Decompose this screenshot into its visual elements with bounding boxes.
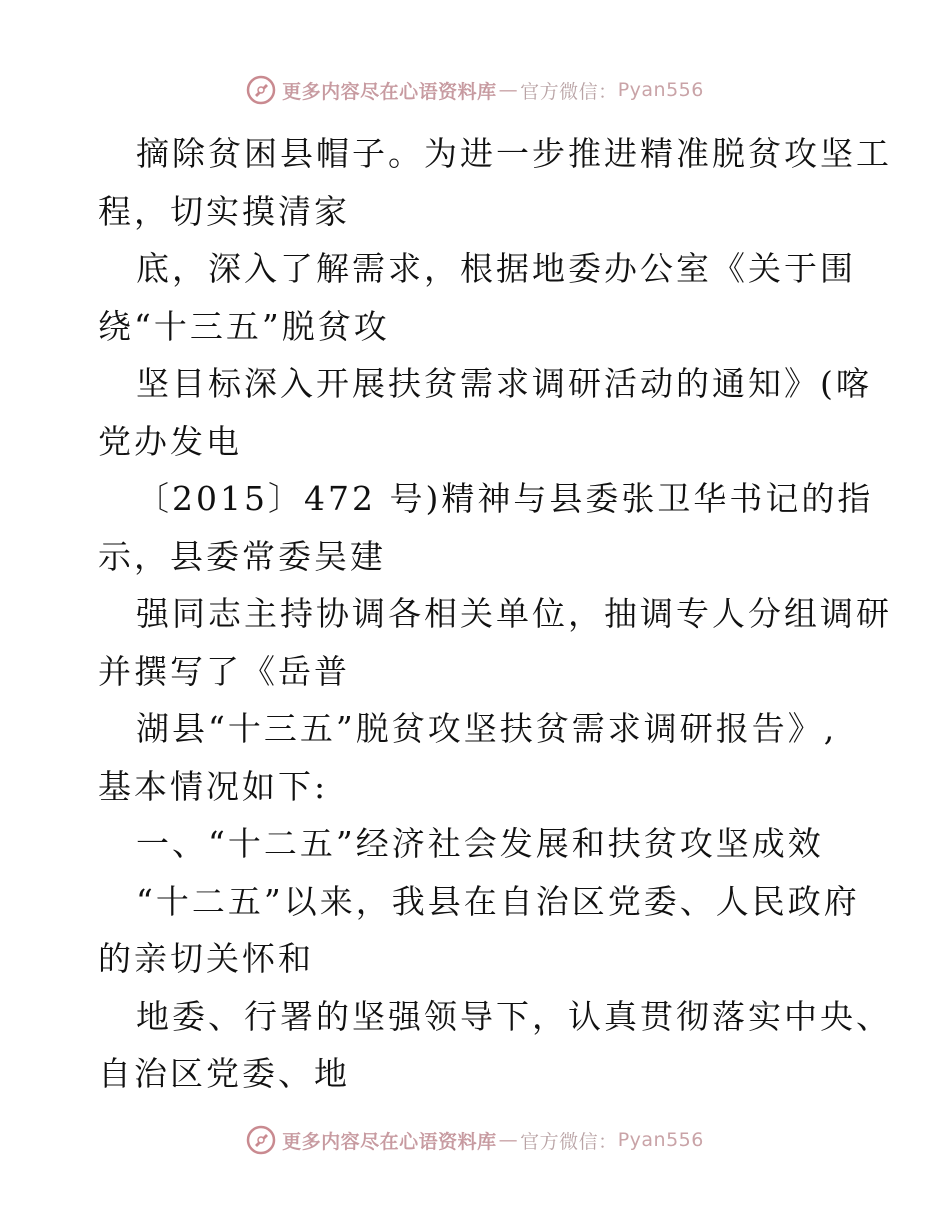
- text-line: 底，深入了解需求，根据地委办公室《关于围: [136, 249, 856, 288]
- text-line: 程，切实摸清家: [98, 191, 350, 231]
- watermark-account: Pyan556: [617, 1129, 704, 1151]
- text-line: 摘除贫困县帽子。为进一步推进精准脱贫攻坚工: [136, 134, 892, 173]
- text-line: 并撰写了《岳普: [98, 651, 350, 691]
- watermark-brand: 更多内容尽在心语资料库: [282, 1130, 497, 1153]
- header-watermark: [0, 70, 950, 110]
- text-line: 〔2015〕472 号)精神与县委张卫华书记的指: [136, 479, 874, 518]
- text-line: 的亲切关怀和: [98, 939, 314, 978]
- document-body: [98, 125, 892, 1103]
- text-line: 强同志主持协调各相关单位，抽调专人分组调研: [136, 594, 892, 633]
- text-line: 湖县“十三五”脱贫攻坚扶贫需求调研报告》,: [136, 709, 838, 748]
- text-line: 基本情况如下:: [98, 766, 329, 806]
- text-line: 地委、行署的坚强领导下，认真贯彻落实中央、: [136, 996, 892, 1036]
- watermark-dash: —: [498, 1129, 519, 1151]
- brand-logo-icon: [246, 75, 276, 105]
- text-line: 绕“十三五”脱贫攻: [98, 306, 390, 346]
- section-heading: 一、“十二五”经济社会发展和扶贫攻坚成效: [136, 824, 824, 863]
- watermark-brand: 更多内容尽在心语资料库: [282, 80, 497, 103]
- text-line: “十二五”以来，我县在自治区党委、人民政府: [136, 881, 860, 921]
- watermark-account: Pyan556: [617, 79, 704, 101]
- text-line: 示，县委常委吴建: [98, 536, 386, 576]
- brand-logo-icon: [246, 1125, 276, 1155]
- text-line: 坚目标深入开展扶贫需求调研活动的通知》(喀: [136, 364, 872, 403]
- watermark-label: 官方微信：: [520, 80, 618, 103]
- text-line: 自治区党委、地: [98, 1054, 350, 1093]
- text-line: 党办发电: [98, 421, 242, 461]
- watermark-label: 官方微信：: [520, 1130, 618, 1153]
- footer-watermark: [0, 1120, 950, 1160]
- watermark-dash: —: [498, 79, 519, 101]
